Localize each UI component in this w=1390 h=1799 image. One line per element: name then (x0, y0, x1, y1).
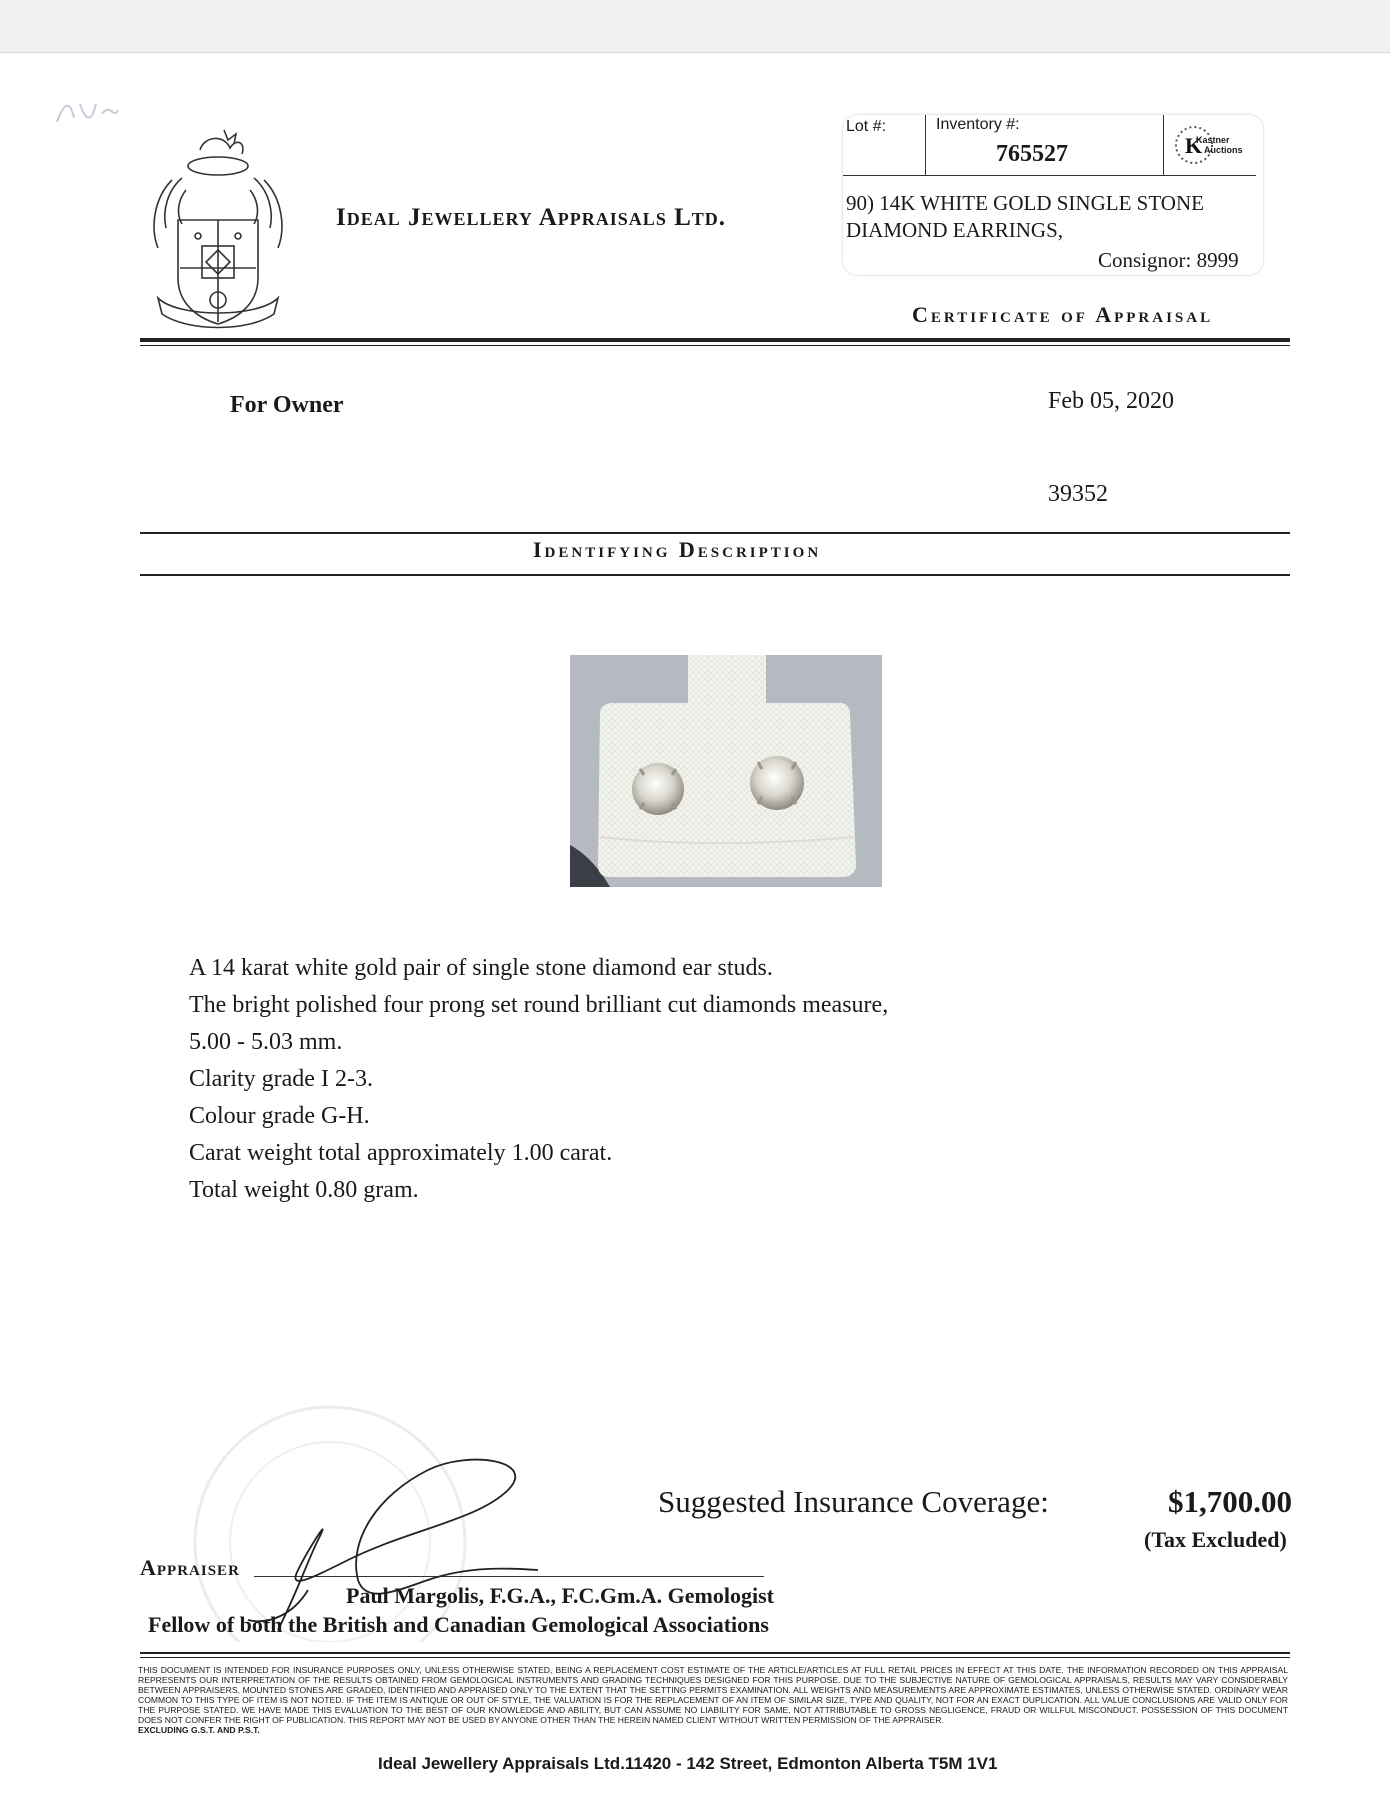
inventory-cell (926, 115, 1164, 176)
appraiser-name: Paul Margolis, F.G.A., F.C.Gm.A. Gemologist (346, 1583, 774, 1608)
lot-cell (843, 115, 926, 176)
description-line: Total weight 0.80 gram. (189, 1177, 419, 1203)
description-line: The bright polished four prong set round brilliant cut diamonds measure, (189, 992, 889, 1018)
disclaimer-text: THIS DOCUMENT IS INTENDED FOR INSURANCE PURPOSES ONLY, UNLESS OTHERWISE STATED, BEING A REPLACEMENT COST ESTIMATE OF THE ARTICLE/ARTICLES AT FULL RETAIL PRICES IN EFFECT AT THIS DATE. THE INFORMATION RECORDED ON THIS APPRAISAL REPRESENTS OUR INTERPRETATION OF THE RESULTS OBTAINED FROM GEMOLOGICAL INSTRUMENTS AND GRADING TECHNIQUES DESIGNED FOR THIS PURPOSE. DUE TO THE SUBJECTIVE NATURE OF GEMOLOGICAL APPRAISALS, RESULTS MAY VARY CONSIDERABLY BETWEEN APPRAISERS. MOUNTED STONES ARE GRADED, IDENTIFIED AND APPRAISED ONLY TO THE EXTENT THAT THE SETTING PERMITS EXAMINATION. ALL WEIGHTS AND MEASUREMENTS ARE APPROXIMATE ESTIMATES, UNLESS OTHERWISE STATED. ORDINARY WEAR COMMON TO THIS TYPE OF ITEM IS NOT NOTED. IF THE ITEM IS ANTIQUE OR OUT OF STYLE, THE VALUATION IS FOR THE REPLACEMENT OF AN ITEM OF SIMILAR SIZE, TYPE AND QUALITY, NOT FOR AN EXACT DUPLICATION. ALL VALUE CONCLUSIONS ARE VALID ONLY FOR THE PURPOSE STATED. WE HAVE MADE THIS EVALUATION TO THE BEST OF OUR KNOWLEDGE AND ABILITY, BUT CAN ASSUME NO LIABILITY FOR SAME, NOT ATTRIBUTABLE TO GROSS NEGLIGENCE, FRAUD OR WILLFUL MISCONDUCT. POSSESSION OF THIS DOCUMENT DOES NOT CONFER THE RIGHT OF PUBLICATION. THIS REPORT MAY NOT BE USED BY ANYONE OTHER THAN THE HEREIN NAMED CLIENT WITHOUT WRITTEN PERMISSION OF THE APPRAISER. (138, 1665, 1288, 1725)
pencil-mark (52, 92, 122, 132)
auction-logo-text: Kastner Auctions (1196, 135, 1243, 155)
rule-top-thick (140, 338, 1290, 342)
footer-address: Ideal Jewellery Appraisals Ltd.11420 - 142 Street, Edmonton Alberta T5M 1V1 (378, 1754, 998, 1773)
company-name: Ideal Jewellery Appraisals Ltd. (336, 204, 727, 231)
consignor: Consignor: 8999 (1098, 248, 1239, 272)
tax-note: (Tax Excluded) (1144, 1527, 1287, 1552)
appraiser-signature (238, 1440, 538, 1640)
certificate-title: Certificate of Appraisal (912, 302, 1214, 327)
auction-logo (1164, 115, 1256, 176)
coat-of-arms-icon (138, 128, 298, 333)
rule-section-bottom (140, 574, 1290, 576)
label-header-row (843, 115, 1263, 175)
description-line: 5.00 - 5.03 mm. (189, 1029, 343, 1055)
coverage-label: Suggested Insurance Coverage: (658, 1484, 1049, 1519)
certificate-number: 39352 (1048, 481, 1108, 507)
item-description: 90) 14K WHITE GOLD SINGLE STONE DIAMOND EARRINGS, (846, 191, 1204, 242)
disclaimer-tax-line: EXCLUDING G.S.T. AND P.S.T. (138, 1725, 260, 1735)
svg-text:K: K (1185, 133, 1203, 158)
rule-footer-top (140, 1652, 1290, 1654)
description-line: Colour grade G-H. (189, 1103, 370, 1129)
description-line: Clarity grade I 2-3. (189, 1066, 373, 1092)
scan-page-edge (0, 0, 1390, 53)
inventory-label: Inventory #: (936, 116, 1020, 133)
description-line: Carat weight total approximately 1.00 carat. (189, 1140, 613, 1166)
rule-section-top (140, 532, 1290, 534)
for-owner: For Owner (230, 392, 344, 418)
rule-footer-thin (140, 1657, 1290, 1658)
disclaimer (138, 1665, 1288, 1735)
coverage-amount: $1,700.00 (1168, 1484, 1292, 1519)
appraisal-date: Feb 05, 2020 (1048, 388, 1174, 414)
appraiser-fellowship: Fellow of both the British and Canadian Gemological Associations (148, 1612, 769, 1637)
description-line: A 14 karat white gold pair of single stone diamond ear studs. (189, 955, 773, 981)
inventory-number: 765527 (996, 141, 1068, 167)
earrings-photo (570, 655, 882, 887)
rule-top-thin (140, 345, 1290, 346)
lot-label: Lot #: (846, 118, 887, 135)
appraiser-label: Appraiser (140, 1555, 240, 1580)
section-title: Identifying Description (533, 537, 822, 562)
